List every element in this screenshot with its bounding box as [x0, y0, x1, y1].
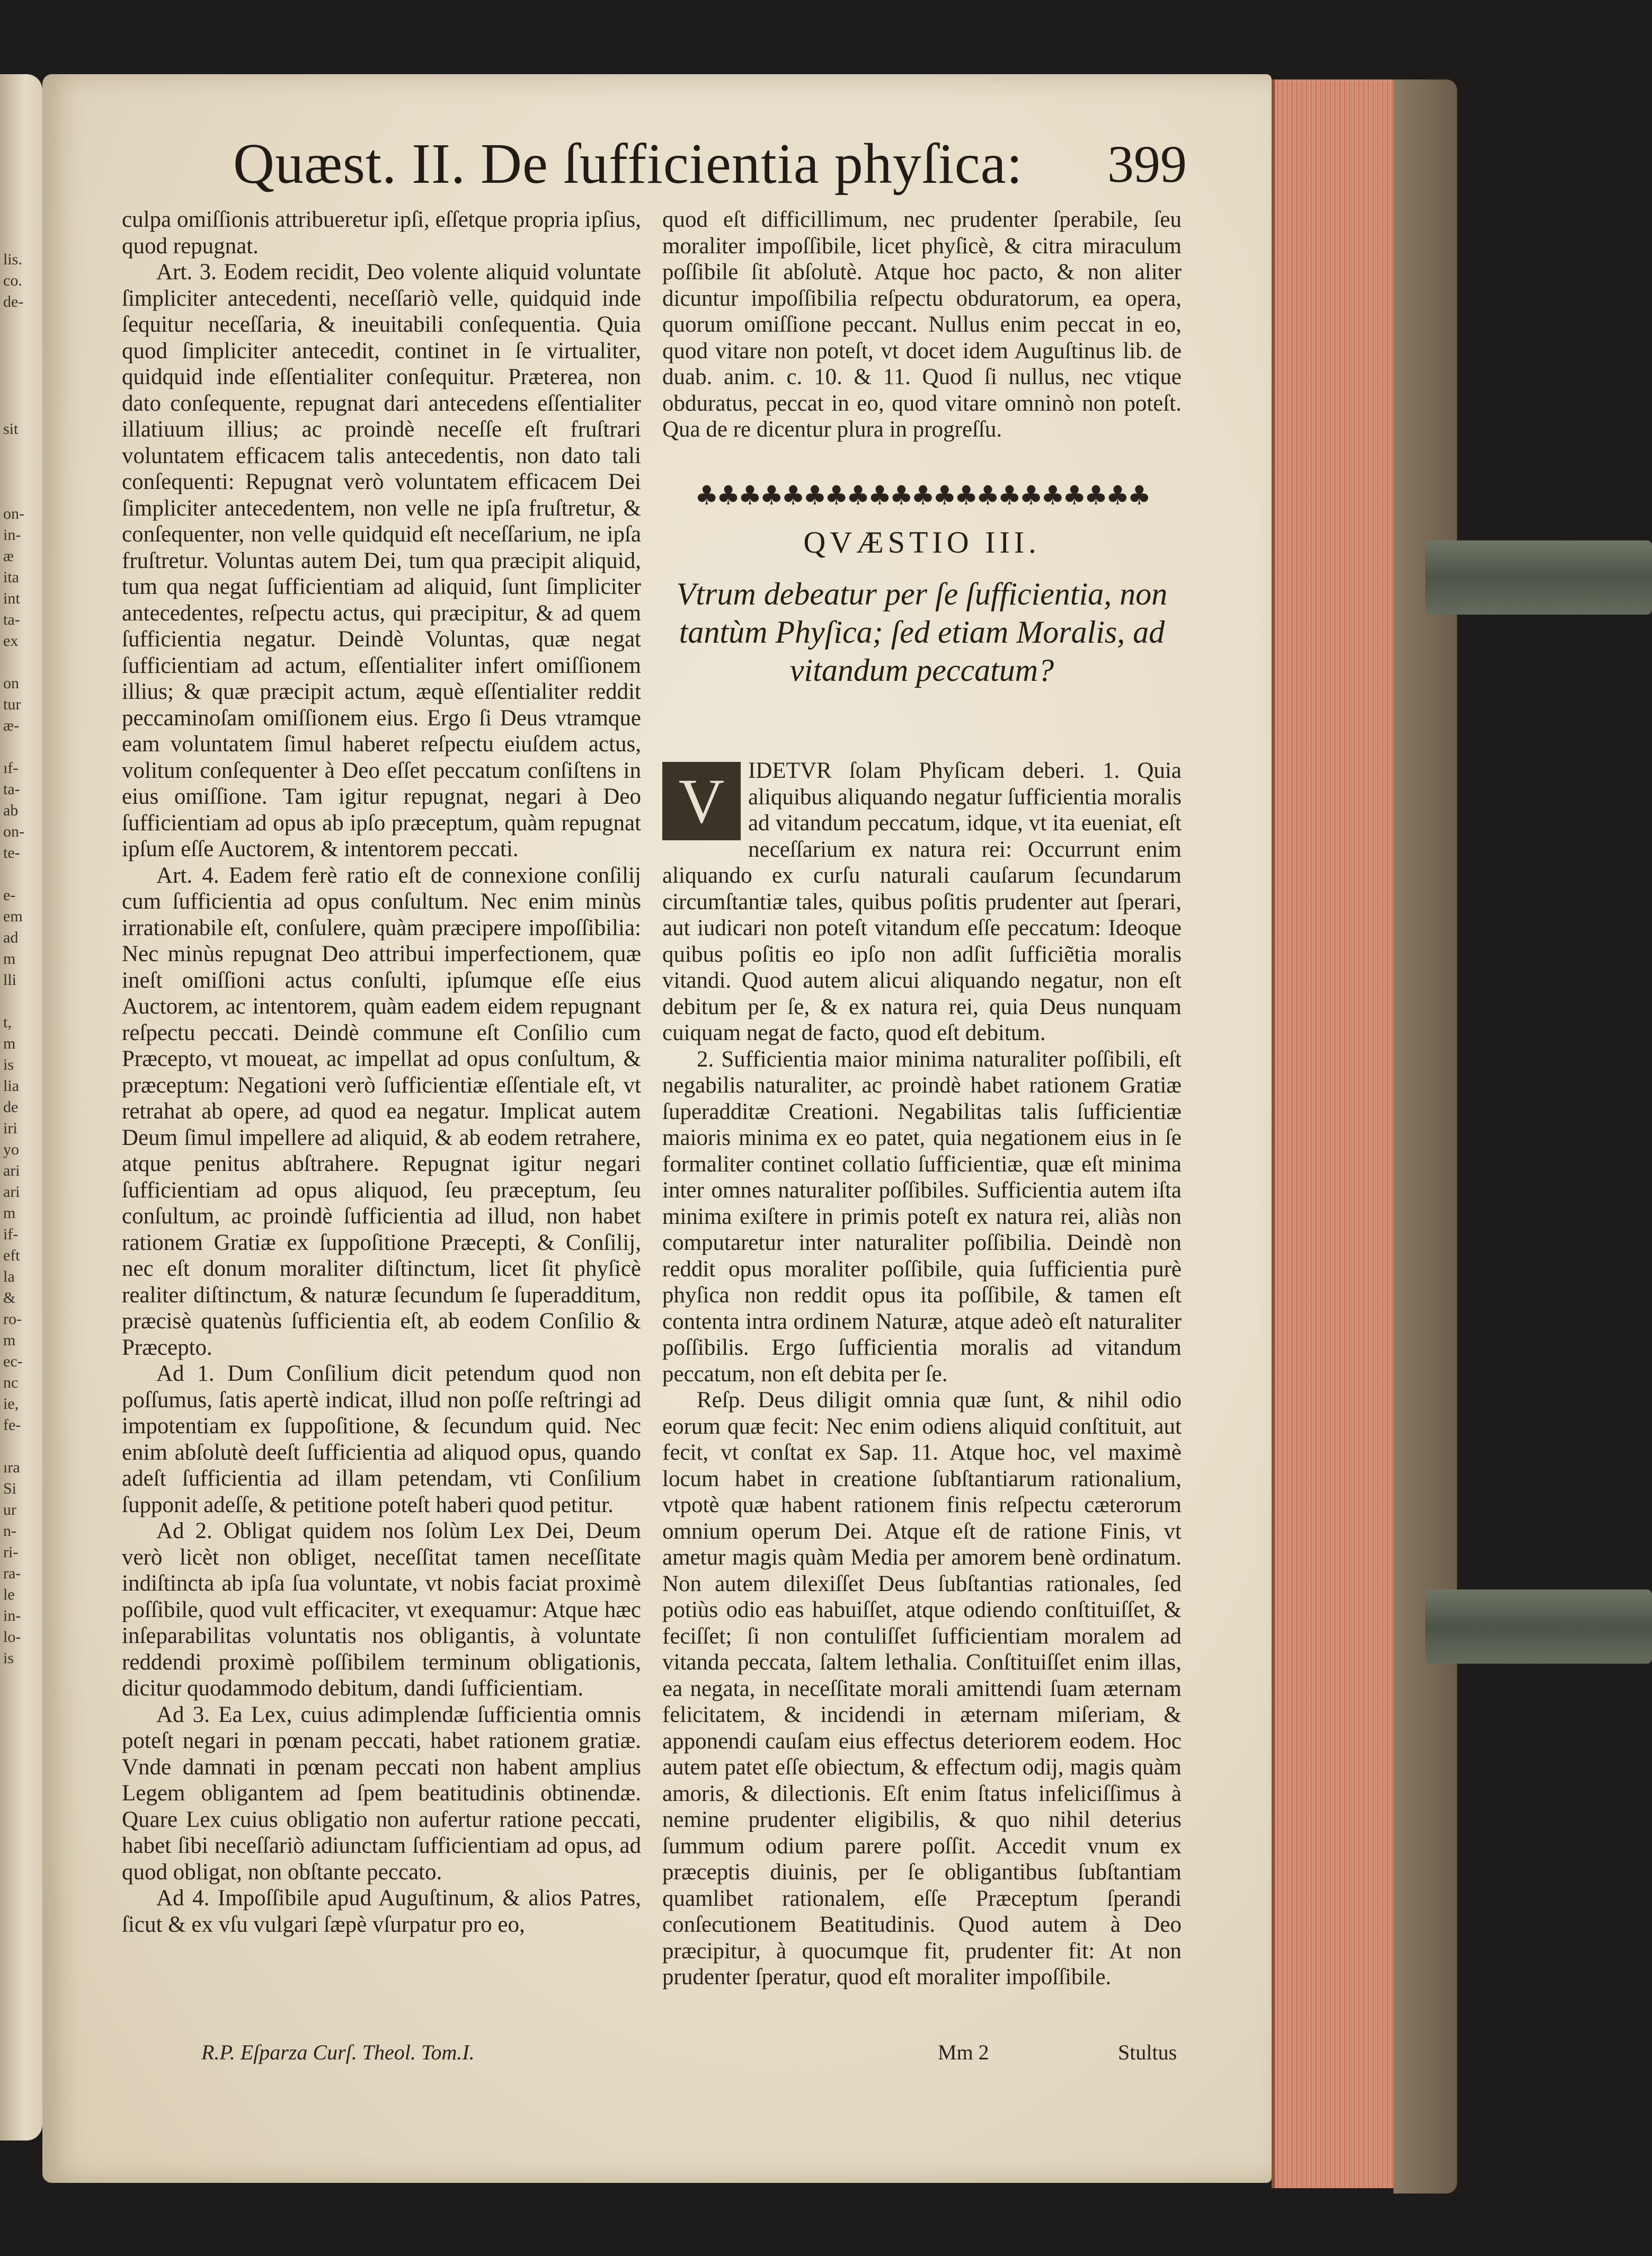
paragraph: Art. 4. Eadem ferè ratio eſt de connexione conſilij cum ſufficientia ad opus conſultum. Nec enim minùs irrationabile eſt, conſulere, quàm præcipere impoſſibilia: Nec minùs repugnat Deo attribui imperfectionem, quæ ineſt omiſſioni actus conſulti, ipſumque eſſe eius Auctorem, ac intentorem, quàm eadem eidem repugnant reſpectu peccati. Deindè commune eſt Conſilio cum Præcepto, vt moueat, ac impellat ad opus conſultum, & præceptum: Negationi verò ſufficientiæ eſſentiale eſt, vt retrahat ab opere, ad quod ea negatur. Implicat autem Deum ſimul impellere ad aliquid, & ab eodem retrahere, atque penitus abſtrahere. Repugnat igitur negari ſufficientiam ad opus aliquod, ſeu præceptum, ſeu conſultum, ac proindè ſufficientia ad illud, non habet rationem Gratiæ ex ſuppoſitione Præcepti, & Conſilij, nec eſt donum moraliter diſtinctum, licet ſit phyſicè realiter diſtinctum, & naturæ ſecundum ſe ſuperadditum, præcisè quatenùs ſufficientia eſt, ab eodem Conſilio & Præcepto.: [122, 863, 641, 1360]
margin-fragment: ro-: [3, 1310, 22, 1328]
margin-fragment: la: [3, 1268, 15, 1285]
left-page-margin-text: [3, 249, 40, 1669]
right-column-top: [662, 207, 1182, 443]
margin-fragment: æ-: [3, 717, 19, 734]
margin-fragment: ta-: [3, 611, 20, 628]
margin-fragment: [3, 397, 40, 419]
margin-fragment: ra-: [3, 1565, 21, 1582]
margin-fragment: sit: [3, 420, 19, 438]
margin-fragment: ad: [3, 929, 19, 946]
opening-word: IDETVR: [748, 758, 832, 783]
margin-fragment: lo-: [3, 1628, 21, 1646]
margin-fragment: ari: [3, 1162, 20, 1179]
margin-fragment: fe-: [3, 1416, 21, 1434]
margin-fragment: ita: [3, 569, 19, 586]
margin-fragment: ex: [3, 632, 19, 650]
paragraph: Ad 1. Dum Conſilium dicit petendum quod non poſſumus, ſatis apertè indicat, illud non poſſe reſtringi ad impotentiam ex ſuppoſitione, & ſecundum quid. Nec enim abſolutè deeſt ſufficientia ad aliquod opus, quando adeſt ſufficientia ad illam petendam, vti Conſilium ſupponit adeſſe, & petitione poteſt haberi quod petitur.: [122, 1361, 641, 1517]
question-heading: QVÆSTIO III.: [803, 525, 1041, 559]
page-number: 399: [1107, 135, 1187, 193]
margin-fragment: [3, 461, 40, 482]
paragraph-text: ſolam Phyſicam deberi. 1. Quia aliquibus aliquando negatur ſufficientia moralis ad vitandum peccatum, idque, vt ita eueniat, eſt neceſſarium ex natura rei: Occurrunt enim aliquando ex curſu naturali cauſarum ſecundarum circumſtantiæ tales, quibus poſitis prudenter aut ſperari, aut iudicari non poteſt vitandum eſſe peccatum: Ideoque quibus poſitis eo ipſo non adſit ſufficiẽtia moralis vitandi. Quod autem alicui aliquando negatur, non eſt debitum per ſe, & ex natura rei, quia Deus nunquam cuiquam negat de facto, quod eſt debitum.: [662, 758, 1182, 1045]
margin-fragment: on: [3, 674, 19, 692]
paragraph: 2. Sufficientia maior minima naturaliter poſſibili, eſt negabilis naturaliter, ac proindè habet rationem Gratiæ ſuperadditæ Creationi. Negabilitas talis ſufficientiæ maioris minima ex eo patet, quia negationem eius in ſe formaliter continet collatio ſufficientiæ, quæ eſt minima inter omnes naturaliter poſſibiles. Sufficientia autem iſta minima exiſtere in primis poteſt ex natura rei, aliàs non computaretur inter naturaliter poſſibilia. Deindè non reddit opus moraliter poſſibile, quia ſufficientia purè phyſica non reddit opus ita poſſibile, & tamen eſt contenta intra ordinem Naturæ, atque adeò eſt naturaliter poſſibilis. Ergo ſufficientia moralis ad vitandum peccatum, non eſt debita per ſe.: [662, 1046, 1182, 1387]
margin-fragment: nc: [3, 1374, 19, 1391]
paragraph: Ad 2. Obligat quidem nos ſolùm Lex Dei, Deum verò licèt non obliget, neceſſitat tamen neceſſitate indiſtincta ab ipſa ſua voluntate, vt nobis faciat proximè poſſibile, quod vult efficaciter, vt exequamur: Atque hæc inſeparabilitas voluntatis nos obligantis, à voluntate reddendi proximè poſſibilem terminum obligationis, dicitur quodammodo debitum, dandi ſufficientiam.: [122, 1518, 641, 1701]
running-title: Quæst. II. De ſufficientia phyſica:: [233, 132, 1023, 196]
margin-fragment: [3, 482, 40, 503]
paragraph: culpa omiſſionis attribueretur ipſi, eſſetque propria ipſius, quod repugnat.: [122, 207, 641, 259]
book-cover-edge: [1393, 79, 1457, 2193]
margin-fragment: [3, 991, 40, 1012]
margin-fragment: [3, 864, 40, 885]
left-page-edge: [0, 74, 42, 2140]
margin-fragment: ıf-: [3, 759, 19, 777]
margin-fragment: iri: [3, 1120, 17, 1137]
ornament-band: ♣♣♣♣♣♣♣♣♣♣♣♣♣♣♣♣♣♣♣♣♣: [695, 480, 1149, 511]
margin-fragment: ıra: [3, 1459, 20, 1476]
margin-fragment: em: [3, 908, 23, 925]
book-clasp-bottom: [1425, 1589, 1652, 1664]
margin-fragment: ri-: [3, 1543, 19, 1561]
margin-fragment: lia: [3, 1077, 19, 1095]
margin-fragment: m: [3, 1331, 16, 1349]
paragraph: quod eſt difficillimum, nec prudenter ſperabile, ſeu moraliter impoſſibile, licet phyſicè, & citra miraculum poſſibile ſit abſolutè. Atque hoc pacto, & non aliter dicuntur impoſſibilia reſpectu obduratorum, ea opera, quorum omiſſione peccant. Nullus enim peccat in eo, quod vitare non poteſt, vt docet idem Auguſtinus lib. de duab. anim. c. 10. & 11. Quod ſi nullus, nec vtique obduratus, peccat in eo, quod vitare omninò non poteſt. Qua de re dicentur plura in progreſſu.: [662, 207, 1182, 442]
margin-fragment: [3, 355, 40, 376]
margin-fragment: m: [3, 1204, 16, 1222]
margin-fragment: on-: [3, 505, 24, 522]
margin-fragment: ec-: [3, 1353, 23, 1370]
margin-fragment: in-: [3, 1607, 21, 1624]
margin-fragment: ur: [3, 1501, 16, 1518]
margin-fragment: on-: [3, 823, 24, 840]
margin-fragment: [3, 334, 40, 355]
margin-fragment: ab: [3, 802, 19, 819]
margin-fragment: lis.: [3, 251, 22, 268]
margin-fragment: yo: [3, 1141, 19, 1158]
margin-fragment: &: [3, 1289, 16, 1307]
margin-fragment: tur: [3, 696, 21, 713]
margin-fragment: in-: [3, 526, 21, 544]
margin-fragment: eft: [3, 1247, 20, 1264]
book-clasp-top: [1425, 540, 1652, 615]
catchword: Stultus: [1118, 2040, 1177, 2064]
question-title: Vtrum debeatur per ſe ſufficientia, non tantùm Phyſica; ſed etiam Moralis, ad vitandum peccatum?: [676, 576, 1168, 688]
margin-fragment: n-: [3, 1522, 16, 1540]
margin-fragment: e-: [3, 886, 16, 904]
page-fore-edge: [1272, 79, 1397, 2188]
margin-fragment: if-: [3, 1225, 19, 1243]
margin-fragment: is: [3, 1056, 14, 1073]
paragraph: [662, 758, 1182, 1046]
margin-fragment: m: [3, 950, 16, 967]
margin-fragment: int: [3, 590, 20, 607]
author-line: R.P. Eſparza Curſ. Theol. Tom.I.: [201, 2040, 475, 2064]
margin-fragment: [3, 1436, 40, 1457]
margin-fragment: co.: [3, 272, 22, 289]
margin-fragment: [3, 736, 40, 758]
margin-fragment: t,: [3, 1014, 12, 1031]
margin-fragment: [3, 440, 40, 461]
margin-fragment: æ: [3, 547, 14, 565]
margin-fragment: lli: [3, 971, 17, 989]
margin-fragment: m: [3, 1035, 16, 1052]
margin-fragment: de: [3, 1098, 19, 1116]
paragraph: Ad 3. Ea Lex, cuius adimplendæ ſufficientia omnis poteſt negari in pœnam peccati, habet rationem gratiæ. Vnde damnati in pœnam peccati non habent amplius Legem obligantem ad ſpem beatitudinis obtinendæ. Quare Lex cuius obligatio non aufertur ratione peccati, habet ſibi neceſſariò adiunctam ſufficientiam ad opus, ad quod obligat, non obſtante peccato.: [122, 1702, 641, 1885]
margin-fragment: [3, 313, 40, 334]
margin-fragment: ie,: [3, 1395, 19, 1413]
margin-fragment: le: [3, 1586, 15, 1603]
margin-fragment: [3, 652, 40, 673]
signature-mark: Mm 2: [938, 2040, 989, 2064]
paragraph: Art. 3. Eodem recidit, Deo volente aliquid voluntate ſimpliciter antecedenti, neceſſariò velle, quidquid inde ſequitur neceſſaria, & ineuitabili conſequentia. Quia quod ſimpliciter antecedit, continet in ſe virtualiter, quidquid inde eſſentialiter conſequitur. Præterea, non dato conſequente, repugnat dari antecedens eſſentialiter illatiuum illius; ac proindè neceſſe eſt fruſtrari voluntatem efficacem talis antecedentis, non dato tali conſequenti: Repugnat verò voluntatem efficacem Dei ſimpliciter antecedentem, non velle ne ipſa fruſtretur, & conſequenter, non velle quidquid eſt neceſſarium, ne ipſa fruſtretur. Voluntas autem Dei, tum qua præcipit aliquid, tum qua negat ſufficientiam ad aliquid, ſunt ſimpliciter antecedentes, reſpectu actus, qui præcipitur, & ad quem ſufficientia negatur. Deindè Voluntas, quæ negat ſufficientiam ad actum, eſſentialiter infert omiſſionem illius; & quæ præcipit actum, æquè eſſentialiter reddit peccaminoſam omiſſionem eius. Ergo ſi Deus vtramque eam voluntatem ſimul haberet reſpectu eiuſdem actus, volitum conſequenter à Deo eſſet peccatum conſiſtens in eius omiſſione. Tam igitur repugnat, negari à Deo ſufficientiam ad opus ab ipſo præceptum, quàm repugnat ipſum eſſe Auctorem, & intentorem peccati.: [122, 260, 641, 861]
right-column-bottom: [662, 758, 1182, 1991]
page-header: [233, 130, 1187, 209]
left-column: [122, 207, 641, 1938]
margin-fragment: te-: [3, 844, 20, 861]
margin-fragment: is: [3, 1649, 14, 1667]
paragraph: Ad 4. Impoſſibile apud Auguſtinum, & alios Patres, ſicut & ex vſu vulgari ſæpè vſurpatur pro eo,: [122, 1886, 641, 1937]
decorated-initial: V: [662, 762, 741, 840]
margin-fragment: Si: [3, 1480, 17, 1497]
margin-fragment: de-: [3, 293, 24, 310]
margin-fragment: ari: [3, 1183, 20, 1201]
margin-fragment: ta-: [3, 780, 20, 798]
paragraph: Reſp. Deus diligit omnia quæ ſunt, & nihil odio eorum quæ fecit: Nec enim odiens aliquid conſtituit, aut fecit, vt conſtat ex Sap. 11. Atque hoc, vel maximè locum habet in creatione ſubſtantiarum rationalium, vtpotè quæ habent rationem finis reſpectu cæterorum omnium operum Dei. Atque eſt de ratione Finis, vt ametur magis quàm Media per amorem benè ordinatum. Non autem dilexiſſet Deus ſubſtantias rationales, ſed potiùs odio eas habuiſſet, atque odiendo conſtituiſſet, & feciſſet; ſi non contuliſſet ſufficientiam moralem ad vitanda peccata, ſaltem lethalia. Conſtituiſſet enim illas, ea negata, in neceſſitate morali amittendi ſuam æternam felicitatem, & incidendi in æternam miſeriam, & apponendi cauſam eius effectus deteriorem eodem. Hoc autem patet eſſe obiectum, & effectum odij, magis quàm amoris, & dilectionis. Eſt enim ſtatus infeliciſſimus à nemine prudenter eligibilis, & quo nihil deterius ſummum odium parere poſſit. Accedit vnum ex præceptis diuinis, per ſe obligantibus ſubſtantiam quamlibet rationalem, eſſe Præceptum ſperandi conſecutionem Beatitudinis. Quod autem à Deo præcipitur, à quocumque fit, prudenter fit: At non prudenter ſperatur, quod eſt moraliter impoſſibile.: [662, 1388, 1182, 1989]
margin-fragment: [3, 376, 40, 397]
